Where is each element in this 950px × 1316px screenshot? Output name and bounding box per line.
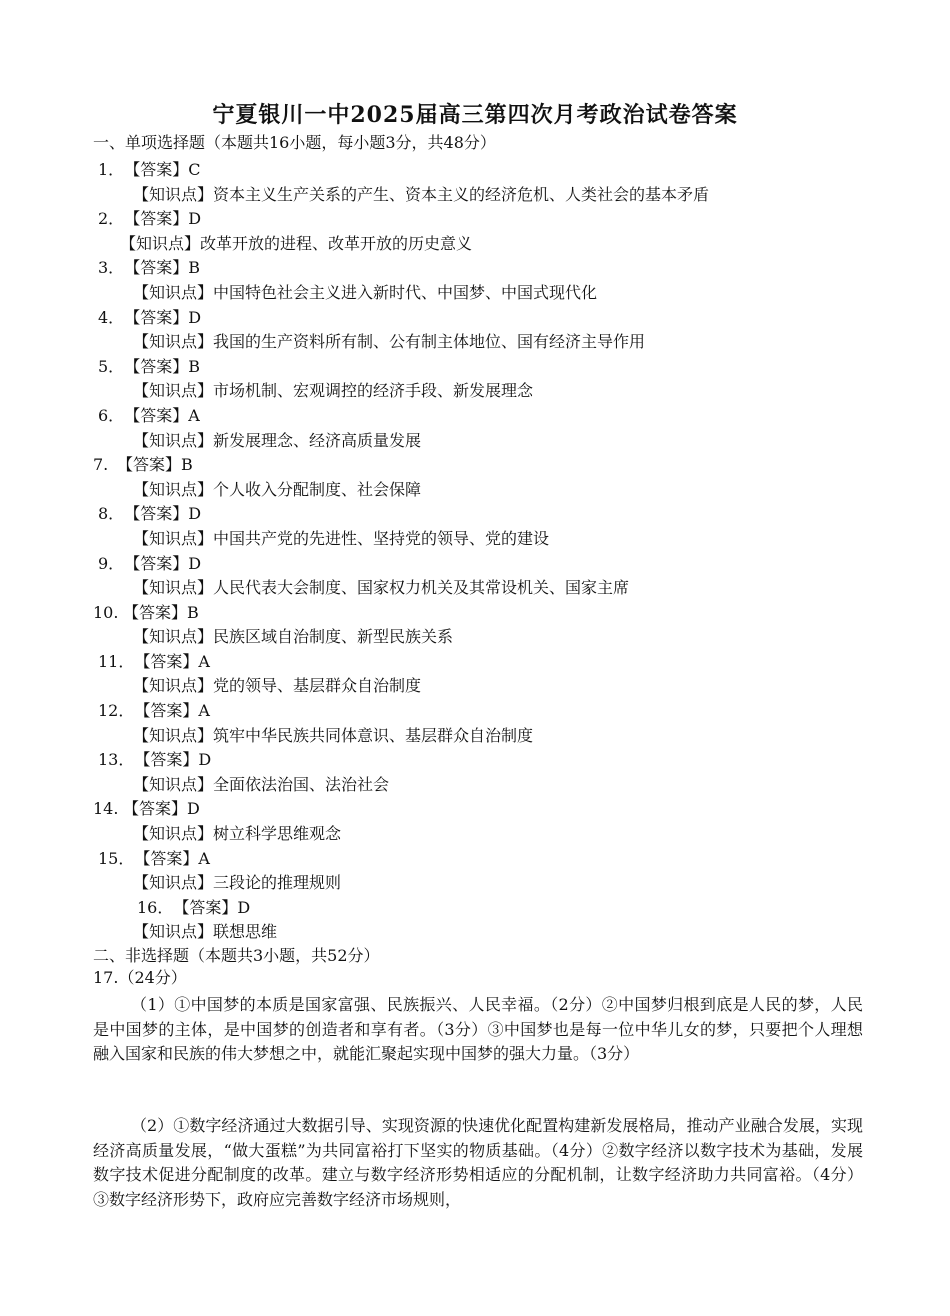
answer-value: B bbox=[187, 602, 199, 622]
answer-label: 【答案】 bbox=[124, 553, 189, 573]
knowledge-point-label: 【知识点】 bbox=[133, 430, 214, 450]
knowledge-point-label: 【知识点】 bbox=[133, 774, 214, 794]
page-title: 宁夏银川一中2025届高三第四次月考政治试卷答案 bbox=[212, 102, 738, 128]
knowledge-point-label: 【知识点】 bbox=[133, 676, 214, 696]
answer-label: 【答案】 bbox=[124, 209, 189, 229]
answer-row bbox=[0, 748, 950, 773]
knowledge-point-text: 资本主义生产关系的产生、资本主义的经济危机、人类社会的基本矛盾 bbox=[213, 184, 710, 204]
knowledge-point-text: 三段论的推理规则 bbox=[213, 873, 342, 893]
knowledge-point-text: 市场机制、宏观调控的经济手段、新发展理念 bbox=[213, 381, 534, 401]
question-number: 6． bbox=[98, 405, 125, 425]
answer-value: C bbox=[188, 160, 201, 179]
answer-label: 【答案】 bbox=[123, 799, 188, 819]
answer-row bbox=[0, 306, 950, 331]
question-17-part-1: （1）①中国梦的本质是国家富强、民族振兴、人民幸福。（2分）②中国梦归根到底是人民的梦，人民是中国梦的主体，是中国梦的创造者和享有者。（3分）③中国梦也是每一位中华儿女的梦，只要把个人理想融入国家和民族的伟大梦想之中，就能汇聚起实现中国梦的强大力量。（3分） bbox=[93, 995, 863, 1063]
question-number: 11． bbox=[98, 651, 135, 671]
answer-value: D bbox=[188, 553, 202, 573]
answer-row bbox=[0, 699, 950, 724]
knowledge-point-row bbox=[0, 232, 950, 257]
answer-label: 【答案】 bbox=[124, 504, 189, 524]
answer-row bbox=[0, 896, 950, 921]
question-17-heading: 17.（24分） bbox=[93, 968, 187, 987]
question-number: 3． bbox=[98, 258, 125, 278]
knowledge-point-text: 改革开放的进程、改革开放的历史意义 bbox=[200, 233, 473, 253]
knowledge-point-label: 【知识点】 bbox=[133, 332, 214, 352]
answer-value: A bbox=[188, 405, 200, 425]
question-number: 10. bbox=[93, 602, 119, 622]
answer-row bbox=[0, 404, 950, 429]
question-number: 7. bbox=[93, 455, 109, 475]
answer-row bbox=[0, 453, 950, 478]
section-heading-non-choice: 二、非选择题（本题共3小题，共52分） bbox=[93, 946, 380, 965]
knowledge-point-label: 【知识点】 bbox=[133, 479, 214, 499]
knowledge-point-row bbox=[0, 822, 950, 847]
answer-label: 【答案】 bbox=[134, 750, 199, 770]
question-number: 5． bbox=[98, 356, 125, 376]
question-number: 12． bbox=[98, 701, 135, 721]
question-number: 9． bbox=[98, 553, 125, 573]
knowledge-point-row bbox=[0, 576, 950, 601]
answer-value: D bbox=[188, 504, 202, 524]
answer-label: 【答案】 bbox=[134, 701, 199, 721]
knowledge-point-text: 我国的生产资料所有制、公有制主体地位、国有经济主导作用 bbox=[213, 332, 646, 352]
question-number: 2． bbox=[98, 209, 125, 229]
knowledge-point-row bbox=[0, 773, 950, 798]
knowledge-point-row bbox=[0, 625, 950, 650]
knowledge-point-text: 联想思维 bbox=[213, 922, 278, 942]
answer-label: 【答案】 bbox=[173, 897, 238, 917]
knowledge-point-label: 【知识点】 bbox=[120, 233, 201, 253]
answer-label: 【答案】 bbox=[124, 307, 189, 327]
knowledge-point-text: 民族区域自治制度、新型民族关系 bbox=[213, 627, 454, 647]
question-17-part-2: （2）①数字经济通过大数据引导、实现资源的快速优化配置构建新发展格局，推动产业融合发展，实现经济高质量发展，“做大蛋糕”为共同富裕打下坚实的物质基础。（4分）②数字经济以数字技术为基础，发展数字技术促进分配制度的改革。建立与数字经济形势相适应的分配机制，让数字经济助力共同富裕。（4分）③数字经济形势下，政府应完善数字经济市场规则， bbox=[93, 1116, 863, 1209]
knowledge-point-row bbox=[0, 429, 950, 454]
knowledge-point-text: 党的领导、基层群众自治制度 bbox=[213, 676, 422, 696]
answer-row bbox=[0, 158, 950, 183]
knowledge-point-text: 人民代表大会制度、国家权力机关及其常设机关、国家主席 bbox=[213, 578, 630, 598]
knowledge-point-text: 树立科学思维观念 bbox=[213, 824, 342, 844]
answer-row bbox=[0, 256, 950, 281]
answer-label: 【答案】 bbox=[134, 848, 199, 868]
answer-label: 【答案】 bbox=[124, 356, 189, 376]
knowledge-point-row bbox=[0, 379, 950, 404]
answer-label: 【答案】 bbox=[117, 455, 182, 475]
question-number: 15． bbox=[98, 848, 135, 868]
answer-value: A bbox=[198, 651, 210, 671]
knowledge-point-label: 【知识点】 bbox=[133, 824, 214, 844]
answer-row bbox=[0, 207, 950, 232]
knowledge-point-row bbox=[0, 183, 950, 208]
question-number: 13． bbox=[98, 750, 135, 770]
knowledge-point-label: 【知识点】 bbox=[133, 578, 214, 598]
answer-value: D bbox=[188, 209, 202, 229]
question-list bbox=[0, 158, 950, 945]
answer-value: B bbox=[188, 356, 200, 376]
knowledge-point-label: 【知识点】 bbox=[133, 922, 214, 942]
answer-value: D bbox=[237, 897, 251, 917]
answer-value: D bbox=[188, 307, 202, 327]
knowledge-point-row bbox=[0, 724, 950, 749]
knowledge-point-row bbox=[0, 871, 950, 896]
answer-row bbox=[0, 797, 950, 822]
knowledge-point-label: 【知识点】 bbox=[133, 184, 214, 204]
knowledge-point-row bbox=[0, 674, 950, 699]
answer-label: 【答案】 bbox=[123, 602, 188, 622]
knowledge-point-text: 中国特色社会主义进入新时代、中国梦、中国式现代化 bbox=[213, 282, 598, 302]
knowledge-point-text: 新发展理念、经济高质量发展 bbox=[213, 430, 422, 450]
answer-label: 【答案】 bbox=[124, 258, 189, 278]
answer-row bbox=[0, 847, 950, 872]
answer-row bbox=[0, 355, 950, 380]
answer-label: 【答案】 bbox=[134, 651, 199, 671]
knowledge-point-text: 筑牢中华民族共同体意识、基层群众自治制度 bbox=[213, 725, 534, 745]
knowledge-point-label: 【知识点】 bbox=[133, 528, 214, 548]
answer-value: B bbox=[181, 455, 193, 475]
answer-value: D bbox=[187, 799, 200, 819]
answer-row bbox=[0, 502, 950, 527]
answer-label: 【答案】 bbox=[124, 405, 189, 425]
knowledge-point-label: 【知识点】 bbox=[133, 282, 214, 302]
answer-value: B bbox=[188, 258, 200, 278]
question-number: 4． bbox=[98, 307, 125, 327]
answer-row bbox=[0, 650, 950, 675]
knowledge-point-label: 【知识点】 bbox=[133, 381, 214, 401]
knowledge-point-row bbox=[0, 527, 950, 552]
answer-value: D bbox=[198, 750, 212, 770]
answer-value: A bbox=[198, 848, 210, 868]
knowledge-point-text: 个人收入分配制度、社会保障 bbox=[213, 479, 422, 499]
knowledge-point-label: 【知识点】 bbox=[133, 627, 214, 647]
answer-value: A bbox=[198, 701, 210, 721]
knowledge-point-row bbox=[0, 920, 950, 945]
knowledge-point-label: 【知识点】 bbox=[133, 725, 214, 745]
knowledge-point-label: 【知识点】 bbox=[133, 873, 214, 893]
question-number: 14. bbox=[93, 799, 119, 819]
question-number: 1． bbox=[98, 160, 125, 179]
knowledge-point-row bbox=[0, 330, 950, 355]
answer-row bbox=[0, 601, 950, 626]
knowledge-point-row bbox=[0, 478, 950, 503]
section-heading-multiple-choice: 一、单项选择题（本题共16小题，每小题3分，共48分） bbox=[93, 133, 496, 152]
knowledge-point-row bbox=[0, 281, 950, 306]
answer-label: 【答案】 bbox=[124, 160, 189, 179]
knowledge-point-text: 全面依法治国、法治社会 bbox=[213, 774, 390, 794]
question-number: 16． bbox=[137, 897, 174, 917]
question-number: 8． bbox=[98, 504, 125, 524]
answer-row bbox=[0, 552, 950, 577]
knowledge-point-text: 中国共产党的先进性、坚持党的领导、党的建设 bbox=[213, 528, 550, 548]
